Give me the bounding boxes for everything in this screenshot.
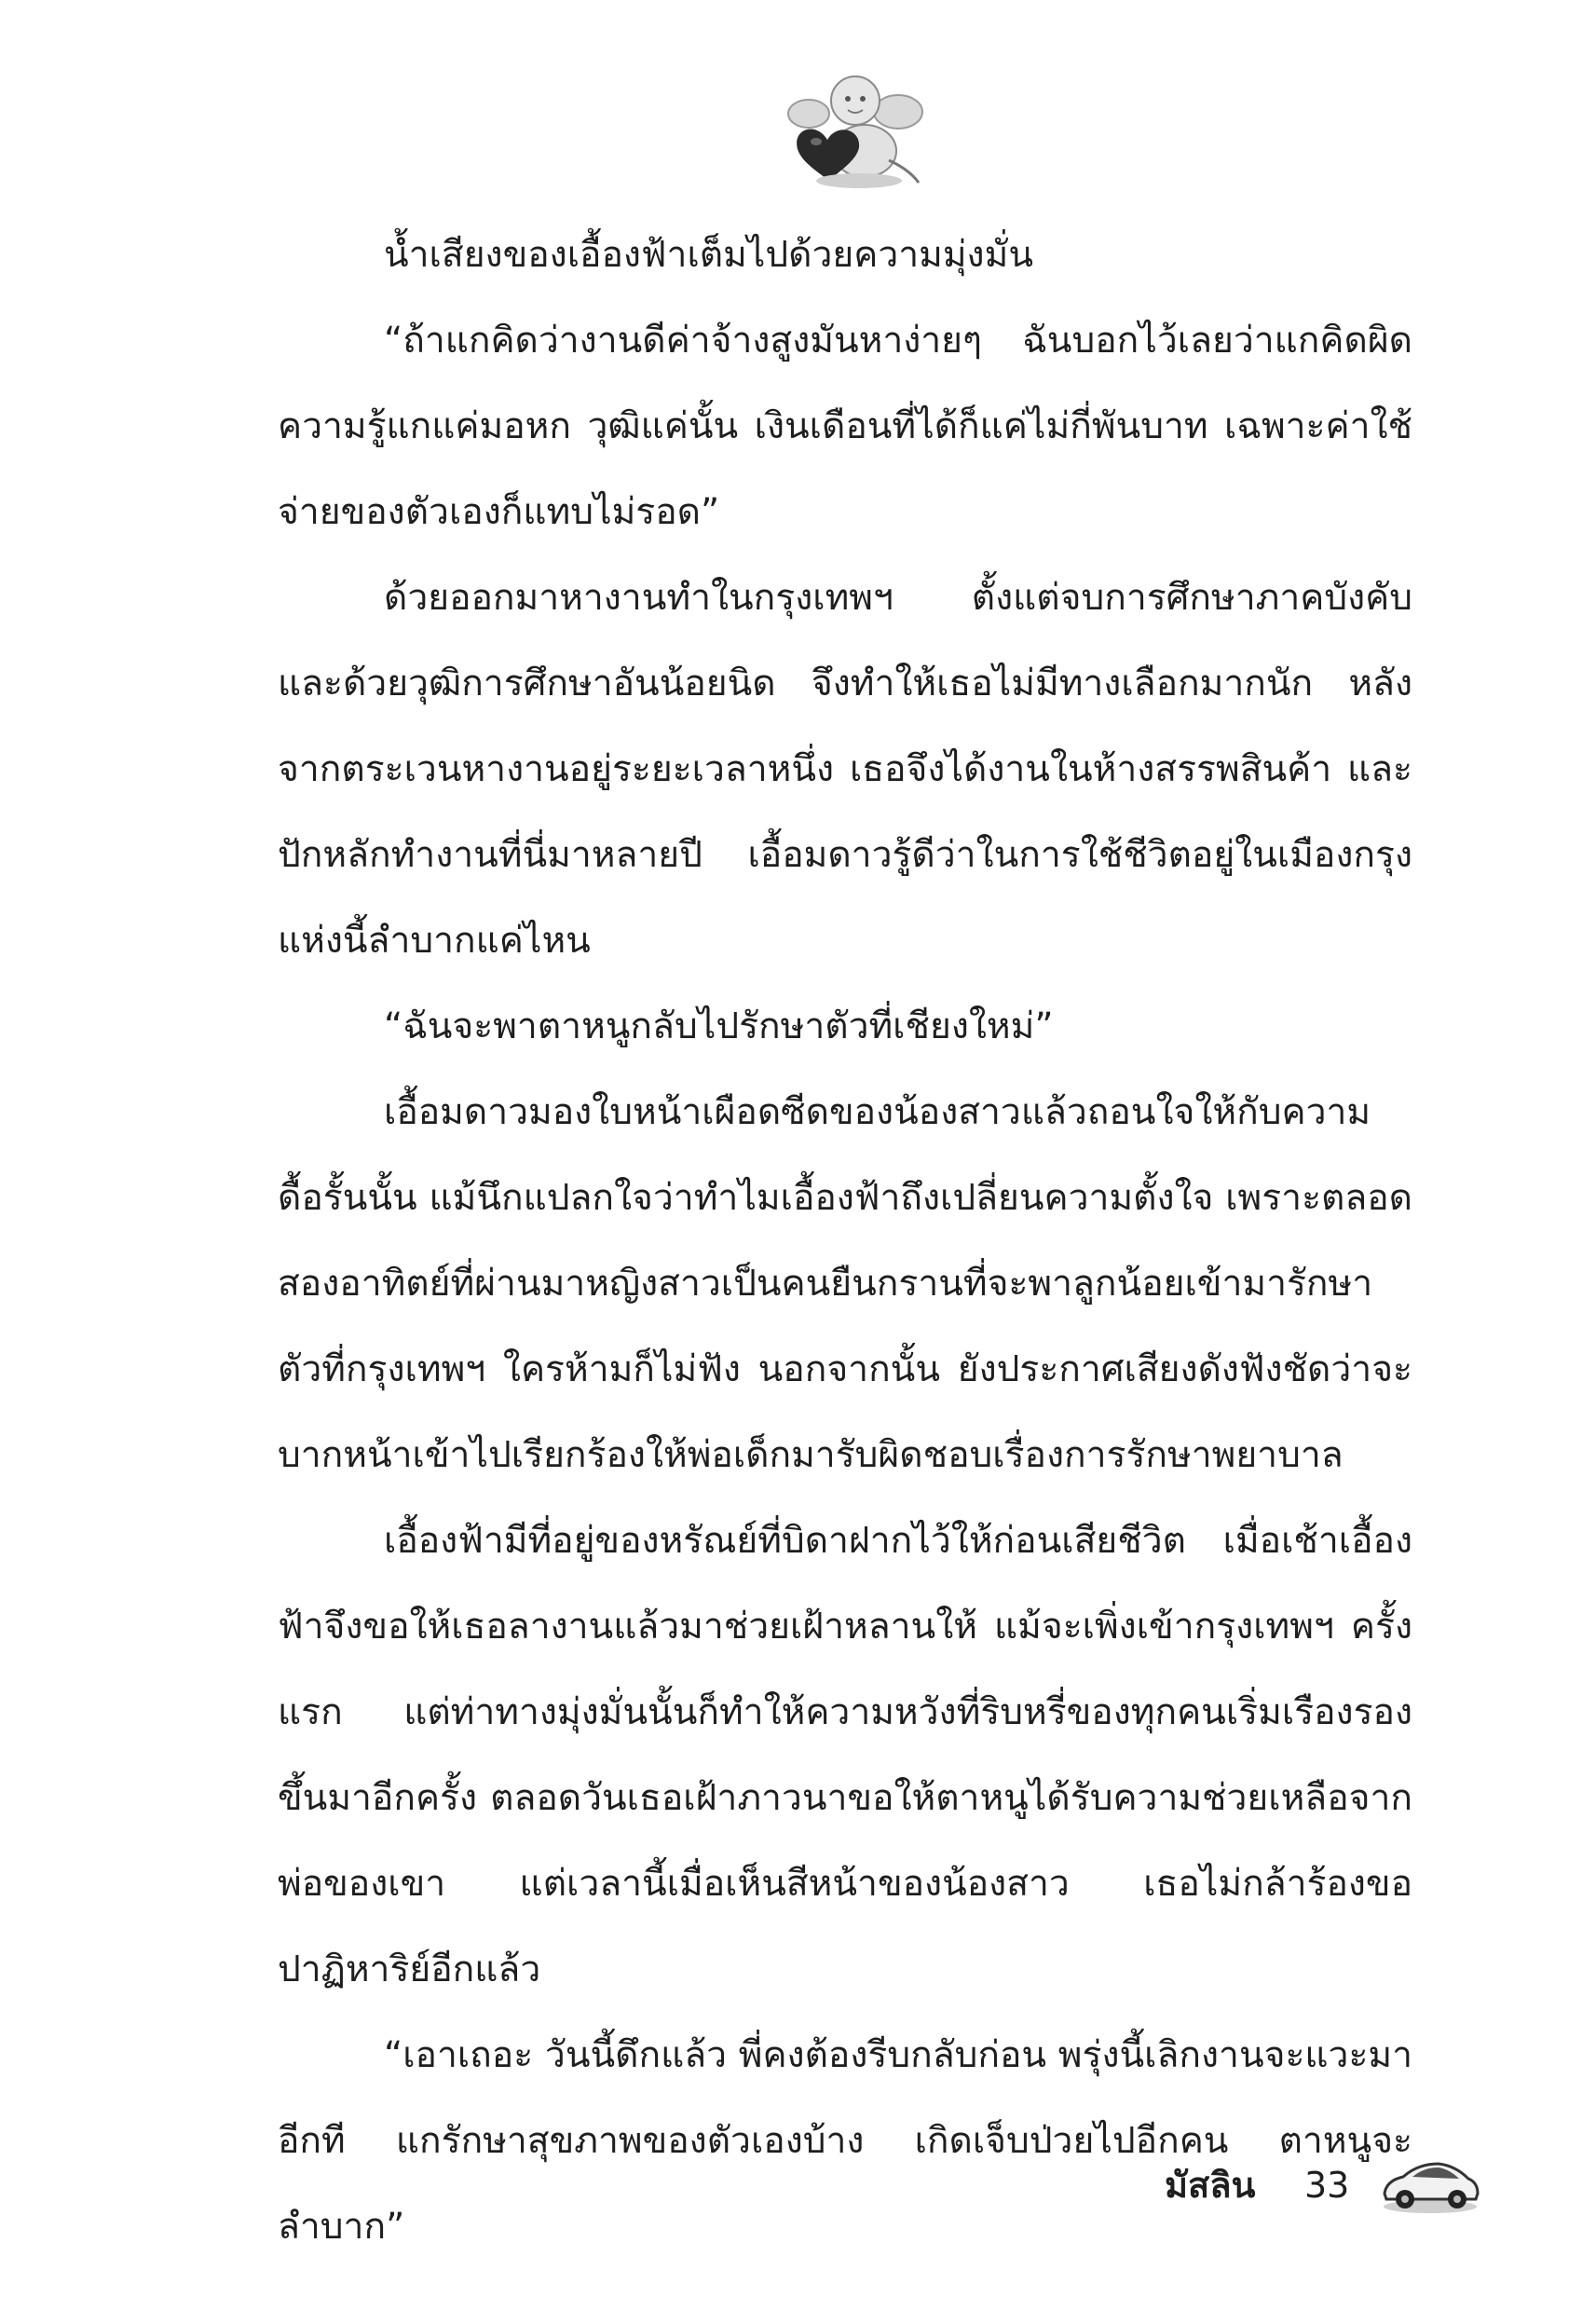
paragraph: “ถ้าแกคิดว่างานดีค่าจ้างสูงมันหาง่ายๆ ฉันบอกไว้เลยว่าแกคิดผิด ความรู้แกแค่มอหก วุฒิแค่นั้น เงินเดือนที่ได้ก็แค่ไม่กี่พันบาท เฉพาะค่าใช้จ่ายของตัวเองก็แทบไม่รอด”	[278, 320, 1412, 533]
sports-car-icon	[1379, 2151, 1481, 2216]
body-text	[278, 212, 1412, 2270]
page-number: 33	[1304, 2165, 1350, 2206]
paragraph: “เอาเถอะ วันนี้ดึกแล้ว พี่คงต้องรีบกลับก่อน พรุ่งนี้เลิกงานจะแวะมาอีกที แกรักษาสุขภาพของตัวเองบ้าง เกิดเจ็บป่วยไปอีกคน ตาหนูจะลำบาก”	[278, 2034, 1412, 2248]
page-footer	[1062, 2134, 1528, 2236]
paragraph: ด้วยออกมาหางานทำในกรุงเทพฯ ตั้งแต่จบการศึกษาภาคบังคับ และด้วยวุฒิการศึกษาอันน้อยนิด จึงทำให้เธอไม่มีทางเลือกมากนัก หลังจากตระเวนหางานอยู่ระยะเวลาหนึ่ง เธอจึงได้งานในห้างสรรพสินค้า และปักหลักทำงานที่นี่มาหลายปี เอื้อมดาวรู้ดีว่าในการใช้ชีวิตอยู่ในเมืองกรุงแห่งนี้ลำบากแค่ไหน	[278, 577, 1412, 962]
paragraph: “ฉันจะพาตาหนูกลับไปรักษาตัวที่เชียงใหม่”	[384, 1005, 1054, 1047]
cupid-heart-icon	[779, 67, 928, 188]
paragraph: เอื้อมดาวมองใบหน้าเผือดซีดของน้องสาวแล้วถอนใจให้กับความดื้อรั้นนั้น แม้นึกแปลกใจว่าทำไมเอื้องฟ้าถึงเปลี่ยนความตั้งใจ เพราะตลอดสองอาทิตย์ที่ผ่านมาหญิงสาวเป็นคนยืนกรานที่จะพาลูกน้อยเข้ามารักษาตัวที่กรุงเทพฯ ใครห้ามก็ไม่ฟัง นอกจากนั้น ยังประกาศเสียงดังฟังชัดว่าจะบากหน้าเข้าไปเรียกร้องให้พ่อเด็กมารับผิดชอบเรื่องการรักษาพยาบาล	[278, 1091, 1412, 1476]
book-title: มัสลิน	[1165, 2165, 1256, 2206]
paragraph: น้ำเสียงของเอื้องฟ้าเต็มไปด้วยความมุ่งมั่น	[384, 234, 1033, 276]
paragraph: เอื้องฟ้ามีที่อยู่ของหรัณย์ที่บิดาฝากไว้ให้ก่อนเสียชีวิต เมื่อเช้าเอื้องฟ้าจึงขอให้เธอลางานแล้วมาช่วยเฝ้าหลานให้ แม้จะเพิ่งเข้ากรุงเทพฯ ครั้งแรก แต่ท่าทางมุ่งมั่นนั้นก็ทำให้ความหวังที่ริบหรี่ของทุกคนเริ่มเรืองรองขึ้นมาอีกครั้ง ตลอดวันเธอเฝ้าภาวนาขอให้ตาหนูได้รับความช่วยเหลือจากพ่อของเขา แต่เวลานี้เมื่อเห็นสีหน้าของน้องสาว เธอไม่กล้าร้องขอปาฏิหาริย์อีกแล้ว	[278, 1520, 1412, 1990]
